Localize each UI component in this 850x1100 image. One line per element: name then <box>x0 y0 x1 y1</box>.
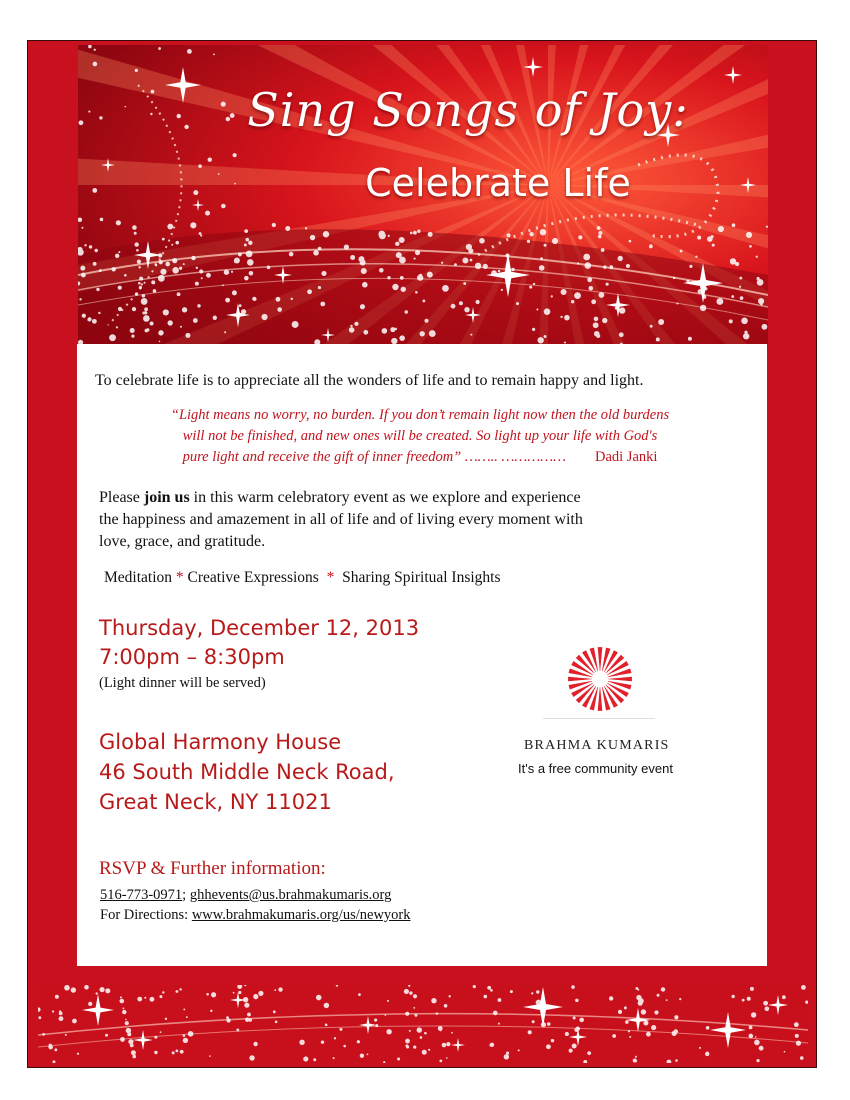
rsvp-heading: RSVP & Further information: <box>99 858 326 879</box>
quote-line-text: pure light and receive the gift of inner freedom” …….. …………… <box>182 449 566 465</box>
intro-text: To celebrate life is to appreciate all the wonders of life and to remain happy and light. <box>95 372 644 389</box>
quote-author: Dadi Janki <box>595 449 658 465</box>
invitation-line: the happiness and amazement in all of life and of living every moment with <box>99 511 583 528</box>
venue-street: 46 South Middle Neck Road, <box>99 760 395 784</box>
radiating-sun-logo-icon <box>566 645 634 713</box>
activity-item: Creative Expressions <box>187 569 319 586</box>
contact-separator: ; <box>182 887 190 903</box>
free-event-tagline: It's a free community event <box>518 761 673 776</box>
invitation-line <box>99 487 699 509</box>
activities-list <box>104 569 501 587</box>
quote-block <box>120 405 720 468</box>
invitation-paragraph <box>99 487 699 553</box>
directions-label: For Directions: <box>100 907 192 923</box>
event-subtitle: Celebrate Life <box>365 161 631 205</box>
phone-link[interactable]: 516-773-0971 <box>100 887 183 903</box>
activity-item: Meditation <box>104 569 173 586</box>
separator-star: * <box>326 569 335 586</box>
activity-item: Sharing Spiritual Insights <box>342 569 501 586</box>
venue-city: Great Neck, NY 11021 <box>99 790 332 814</box>
invitation-line: love, grace, and gratitude. <box>99 533 266 550</box>
separator-star: * <box>175 569 184 586</box>
invitation-emphasis: join us <box>143 489 190 506</box>
invitation-rest: in this warm celebratory event as we explore and experience <box>189 489 581 506</box>
event-time: 7:00pm – 8:30pm <box>99 645 285 669</box>
quote-line: “Light means no worry, no burden. If you don’t remain light now then the old burdens <box>170 407 670 423</box>
event-date: Thursday, December 12, 2013 <box>99 616 420 640</box>
quote-line <box>120 447 720 468</box>
event-note: (Light dinner will be served) <box>99 675 266 691</box>
venue-name: Global Harmony House <box>99 730 342 754</box>
email-link[interactable]: ghhevents@us.brahmakumaris.org <box>189 887 392 903</box>
directions-link[interactable]: www.brahmakumaris.org/us/newyork <box>191 907 411 923</box>
invitation-prefix: Please <box>99 489 144 506</box>
event-title: Sing Songs of Joy: <box>247 83 689 137</box>
quote-line: will not be finished, and new ones will be created. So light up your life with God's <box>182 428 658 444</box>
directions-line <box>100 907 411 924</box>
contact-line <box>100 887 391 904</box>
footer-banner <box>38 985 808 1063</box>
header-banner <box>78 45 768 345</box>
footer-sparkle-background <box>38 985 808 1063</box>
logo-divider <box>543 718 655 719</box>
organization-name: BRAHMA KUMARIS <box>524 738 670 753</box>
